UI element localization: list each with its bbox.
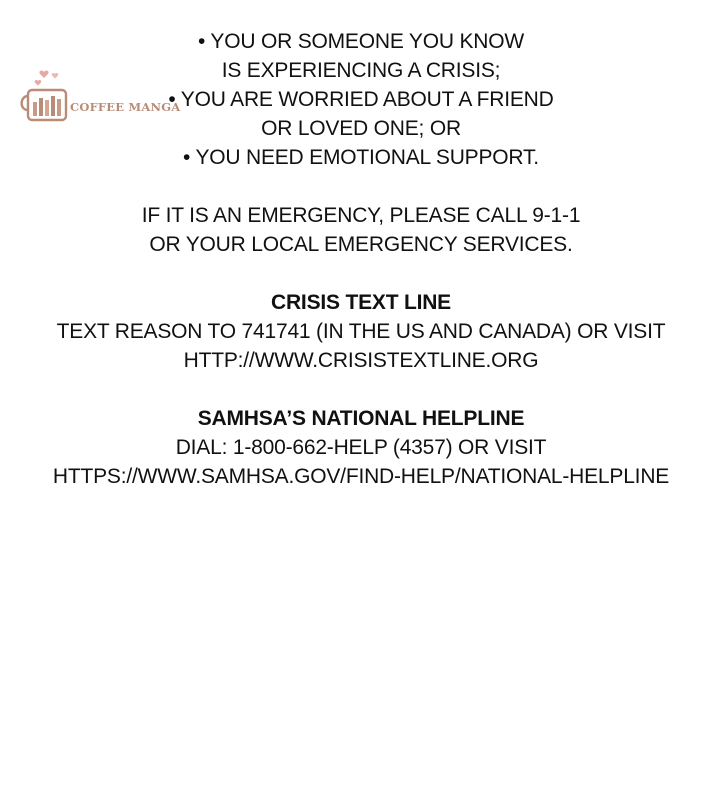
logo-text: COFFEE MANGA <box>70 100 181 114</box>
spacer <box>0 259 720 288</box>
spacer <box>0 172 720 201</box>
bullet-line-4: OR LOVED ONE; OR <box>261 117 461 140</box>
emergency-line-1: IF IT IS AN EMERGENCY, PLEASE CALL 9-1-1 <box>141 204 581 227</box>
samhsa-url[interactable]: HTTPS://WWW.SAMHSA.GOV/FIND-HELP/NATIONAL-HELPLINE <box>52 465 670 488</box>
bullet-line-1: • YOU OR SOMEONE YOU KNOW <box>198 30 524 53</box>
helpline-notice <box>0 27 720 491</box>
emergency-line-2: OR YOUR LOCAL EMERGENCY SERVICES. <box>149 233 573 256</box>
crisis-text-line-url[interactable]: HTTP://WWW.CRISISTEXTLINE.ORG <box>183 349 539 372</box>
bullet-line-5: • YOU NEED EMOTIONAL SUPPORT. <box>183 146 539 169</box>
spacer <box>0 375 720 404</box>
bullet-line-3: • YOU ARE WORRIED ABOUT A FRIEND <box>168 88 554 111</box>
bullet-line-2: IS EXPERIENCING A CRISIS; <box>221 59 501 82</box>
crisis-text-line-instructions: TEXT REASON TO 741741 (IN THE US AND CANADA) OR VISIT <box>56 320 666 343</box>
samhsa-phone: DIAL: 1-800-662-HELP (4357) OR VISIT <box>175 436 547 459</box>
samhsa-heading: SAMHSA’S NATIONAL HELPLINE <box>197 407 525 430</box>
crisis-text-line-heading: CRISIS TEXT LINE <box>271 291 451 314</box>
